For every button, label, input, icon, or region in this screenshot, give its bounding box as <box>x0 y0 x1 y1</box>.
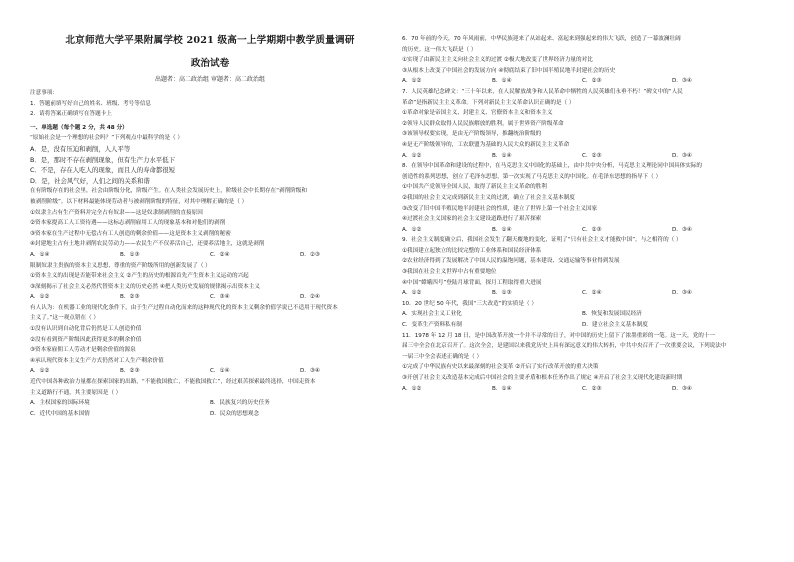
q3-line: ①资本主义的出现是否能带来社会主义 ②产生的历史的根源首先产生资本主义运动的兴起 <box>30 273 249 280</box>
q7-option: B．①④ <box>492 152 512 159</box>
q5-line: 近代中国各种政治力量都在探索国家的出路，“不能救国救亡，不能救国救亡”，经过艰苦探索最终选择，中国走资本 <box>30 379 316 386</box>
q1-option: D．是，社会风气好，人们之间的关系和谐 <box>30 176 150 185</box>
q10-option: D．建立社会主义基本制度 <box>582 322 648 329</box>
q10-option: C．变革生产资料私有制 <box>402 322 462 329</box>
q2-line: 被剥削阶级”。以下材料最能体现劳动者与被剥削阶级的特征，对其中理解正确的是（ ） <box>30 198 248 205</box>
q11-option: D．③④ <box>672 385 692 392</box>
q11-line: 一届三中全会表述正确的是（ ） <box>402 353 483 360</box>
q8-line: 8．在领导中国革命和建设的过程中，在马克思主义中国化的基础上，由中共中央分析，马克思主义理论同中国具体实际的 <box>402 163 703 170</box>
q4-option: A．①② <box>30 368 50 375</box>
q7-line: ②领导人民群众取得人民民族解放的胜利，属于世界资产阶级革命 <box>402 120 564 127</box>
q7-options <box>402 151 762 162</box>
q1-stem: “原始社会是一个理想的社会吗？”下列观点中最科学的是（ ） <box>30 135 184 142</box>
q10-option: B．恢复和发展国民经济 <box>582 311 642 318</box>
q8-option: B．①④ <box>492 226 512 233</box>
left-column <box>30 34 390 419</box>
q7-option: C．②③ <box>582 152 602 159</box>
q3-option: B．②③ <box>120 294 140 301</box>
q7-line: 革命”是指新民主主义革命。下列对新民主主义革命认识正确的是（ ） <box>402 99 575 106</box>
q1-option: B．是，那时不存在剥削现象，但有生产力水平低下 <box>30 155 175 164</box>
q4-options <box>30 366 390 377</box>
q4-line: ②没有看到资产阶级因此获得更多的剩余价值 <box>30 336 142 343</box>
q6-line: 6．70 年前的今天，70 年风雨前，中华民族迎来了从站起来、富起来到强起来的伟大飞跃，创造了一幕波澜壮阔 <box>402 36 681 42</box>
q8-line: ①中国共产党领导全国人民，取得了新民主主义革命的胜利 <box>402 184 547 191</box>
author-line: 出题者：高二政治组 审题者：高二政治组 <box>155 76 265 83</box>
q11-line: 11．1978 年 12 月 18 日，是中国改革开放一个并不寻常的日子，对中国的历史上留下了浓墨重彩的一笔。这一天，党的十一 <box>402 332 715 339</box>
q11-line: ①完成了中华民族有史以来最深刻的社会变革 ②开启了实行改革开放的重大决策 <box>402 364 599 371</box>
q6-option: B．①④ <box>492 78 512 85</box>
q1-option: A．是，没有压迫和剥削，人人平等 <box>30 144 131 153</box>
q3-options <box>30 292 390 303</box>
q2-line: ②资本家提高工人工资待遇——这标志剥削雇用工人的现象基本和对他们的剥削 <box>30 220 226 227</box>
q10-options <box>402 320 762 331</box>
section-heading: 一、单选题（每个题 2 分，共 48 分） <box>30 124 128 131</box>
q2-option: A．①④ <box>30 251 50 258</box>
q8-option: C．②③ <box>582 226 602 233</box>
q4-line: ③资本家雇佣工人劳动才是剩余价值的源泉 <box>30 347 136 354</box>
q11-option: C．②③ <box>582 385 602 392</box>
q5-option: B．民族复兴的历史任务 <box>210 400 270 407</box>
q5-options <box>30 409 390 420</box>
q8-line: ②我国的社会主义完成到新民主主义的过渡，确立了社会主义基本制度 <box>402 194 575 201</box>
q11-option: B．①④ <box>492 385 512 392</box>
q3-option: A．①② <box>30 294 50 301</box>
q9-line: 9．社会主义制度确立后，我国社会发生了翻天覆地的变化，证明了“只有社会主义才能救中国”。与之相符的（ ） <box>402 237 682 244</box>
q7-line: 7．人民英雄纪念碑文：“三十年以来，在人民解放战争和人民革命中牺牲的人民英雄们永垂不朽！”碑文中的“人民 <box>402 88 683 95</box>
q6-options <box>402 76 762 87</box>
q7-line: ③该领导权要实现，是由无产阶级领导，推翻统治阶级的 <box>402 131 542 138</box>
q2-option: B．①③ <box>120 251 140 258</box>
right-column <box>402 34 762 394</box>
q9-line: ③我国在社会主义世界中占有重要地位 <box>402 269 497 276</box>
notes-heading: 注意事项： <box>30 90 58 96</box>
q8-line: ③改变了旧中国半殖民地半封建社会的性质，建立了世界上第一个社会主义国家 <box>402 205 598 212</box>
q2-line: 在有阶级存在的社会里，社会由阶级分化，阶级产生。在人类社会发展历史上，阶级社会中长期存在“剥削阶级和 <box>30 188 307 195</box>
q3-line: ③深刻揭示了社会主义必然代替资本主义的历史必然 ④把人类历史发展的规律揭示出资本主义 <box>30 283 260 290</box>
q5-option: C．近代中国的基本国情 <box>30 410 90 417</box>
q9-line: ④中国“嫦娥四号”登陆月球背面，探月工程取得重大进展 <box>402 279 542 286</box>
q11-line: ③开创了社会主义改造基本完成后中国社会的主要矛盾和根本任务作出了规定 ④开启了社会主义现代化建设新时期 <box>402 375 683 381</box>
q2-options <box>30 250 390 261</box>
q9-option: C．②④ <box>582 290 602 297</box>
q9-line: ②农业经济得到了发展解决了中国人民的温饱问题，基本建设、交通运输等事业得到发展 <box>402 258 620 265</box>
q9-option: A．①② <box>402 290 422 297</box>
q2-line: ③资本家在生产过程中无偿占有工人创造的剩余价值——这是资本主义剥削的秘密 <box>30 230 231 237</box>
q11-options <box>402 384 762 395</box>
q8-option: D．③④ <box>672 226 692 233</box>
q6-option: D．③④ <box>672 78 692 85</box>
q9-line: ①我国建立起独立的比较完整的工业体系和国民经济体系 <box>402 247 542 254</box>
q8-options <box>402 225 762 236</box>
q10-options <box>402 309 762 320</box>
q10-line: 10．20 世纪 50 年代，我国“三大改造”的实质是（ ） <box>402 300 537 307</box>
q4-option: C．①④ <box>210 368 230 375</box>
q11-line: 届三中全会在北京召开了。这次全会，是建国以来我党历史上具有深远意义的伟大转折，中共中央召开了一次重要会议，下列说法中 <box>402 343 727 350</box>
q3-line: 限制奴隶主贵族的资本主义思想，尊重的资产阶级所用的创新发展了（ ） <box>30 262 211 269</box>
q2-line: ④封建地主占有土地并剥削农民劳动力——农民生产不仅养活自己，还要养活地主，这就是剥削 <box>30 241 265 248</box>
q9-option: B．①③ <box>492 290 512 297</box>
q4-option: B．②③ <box>120 368 140 375</box>
q7-option: D．③④ <box>672 152 692 159</box>
q5-line: 主义道路行不通，其主要原因是（ ） <box>30 389 122 396</box>
q1-option: C．不是，存在人吃人的现象，而且人的寿命都很短 <box>30 166 176 175</box>
q4-line: 有人认为：在机器工业的现代化条件下，由于生产过程自动化而来的这种现代化的资本主义剩余价值学说已不适用于现代资本 <box>30 304 338 311</box>
q7-line: ①革命对象是帝国主义、封建主义、官僚资本主义和资本主义 <box>402 110 553 117</box>
q5-option: D．民众的思想观念 <box>210 410 260 417</box>
q11-option: A．①② <box>402 385 422 392</box>
q4-line: ④承认现代资本主义生产方式仍然对工人生产剩余价值 <box>30 357 164 364</box>
q9-option: D．③④ <box>672 290 692 297</box>
q8-line: 创造性的系列思想，创立了毛泽东思想，第一次实现了马克思主义的中国化。在毛泽东思想的指导下（ ） <box>402 173 662 180</box>
note-item: 1．答题前填写好自己的姓名、班级、考号等信息 <box>30 100 152 107</box>
q6-line: ①实现了由新民主主义向社会主义的过渡 ②极大地改变了世界经济力量的对比 <box>402 57 593 64</box>
q8-line: ④过渡社会主义国家的社会主义建设道路进行了艰苦探索 <box>402 216 542 223</box>
q2-line: ①奴隶主占有生产资料并完全占有奴隶——这是奴隶制剥削的直接原因 <box>30 209 203 216</box>
exam-subtitle: 政治试卷 <box>190 58 230 69</box>
q5-options <box>30 398 390 409</box>
q6-option: A．①② <box>402 78 422 85</box>
q4-option: D．③④ <box>300 368 320 375</box>
q7-option: A．①② <box>402 152 422 159</box>
q5-option: A．主权国家的国际环境 <box>30 400 90 407</box>
q6-option: C．②③ <box>582 78 602 85</box>
q2-option: C．②④ <box>210 251 230 258</box>
q7-line: ④是无产阶级领导的，工农联盟为基础的人民大众的新民主主义革命 <box>402 141 570 148</box>
q3-option: C．③④ <box>210 294 230 301</box>
note-item: 2．请将答案正确填写在答题卡上 <box>30 111 112 118</box>
q4-line: 主义了。”这一观点错在（ ） <box>30 315 100 322</box>
q8-option: A．①② <box>402 226 422 233</box>
q4-line: ①没有认识到自动化背后仍然是工人创造价值 <box>30 326 142 333</box>
q3-option: D．②④ <box>300 294 320 301</box>
q6-line: 的历史。这一伟大飞跃是（ ） <box>402 46 477 53</box>
q6-line: ③从根本上改变了中国社会的发展方向 ④彻底结束了旧中国半殖民地半封建社会的历史 <box>402 67 616 74</box>
exam-title: 北京师范大学平果附属学校 2021 级高一上学期期中教学质量调研 <box>65 35 355 46</box>
q9-options <box>402 288 762 299</box>
q10-option: A．实现社会主义工业化 <box>402 311 462 318</box>
q2-option: D．②③ <box>300 251 320 258</box>
